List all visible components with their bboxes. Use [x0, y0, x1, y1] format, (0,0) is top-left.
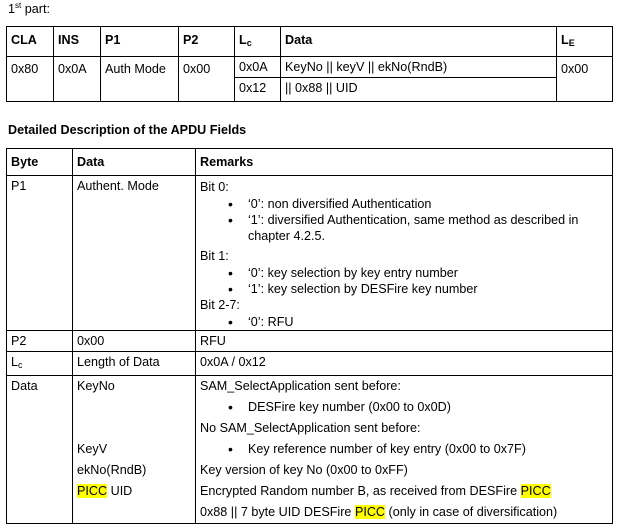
- description-table: [6, 148, 613, 524]
- p2-remarks: RFU: [196, 331, 613, 352]
- bit1-label: Bit 1:: [200, 249, 229, 263]
- lc-data: Length of Data: [73, 352, 196, 376]
- data-remarks: [196, 376, 613, 524]
- keyno-line-2: No SAM_SelectApplication sent before:: [200, 421, 421, 435]
- section-title: Detailed Description of the APDU Fields: [8, 123, 247, 137]
- lc-value-1: 0x0A: [239, 60, 268, 74]
- p1-data: Authent. Mode: [73, 176, 196, 331]
- p1-remarks: [196, 176, 613, 331]
- header-lc: $L_c$: [235, 27, 281, 57]
- field-keyno: KeyNo: [77, 379, 115, 393]
- keyno-list-1: [200, 397, 610, 418]
- bit0-label: Bit 0:: [200, 180, 229, 194]
- data-value: [281, 57, 557, 102]
- header-data: Data: [281, 27, 557, 57]
- data-value-1: KeyNo || keyV || ekNo(RndB): [285, 60, 448, 74]
- keyv-remarks: Key version of key No (0x00 to 0xFF): [200, 463, 408, 477]
- keyno-list-2: [200, 439, 610, 460]
- desc-row-p1: [7, 176, 613, 331]
- ins-value: 0x0A: [54, 57, 101, 102]
- apdu-value-row: [7, 57, 613, 102]
- p2-value: 0x00: [179, 57, 235, 102]
- part-label: 1st part:: [8, 1, 50, 16]
- field-keyv: KeyV: [77, 442, 108, 456]
- field-uid: PICC UID: [77, 484, 133, 498]
- bit27-item-0: • ‘0’: RFU: [200, 314, 610, 330]
- desc-row-data: [7, 376, 613, 524]
- bit27-list: [200, 314, 610, 330]
- bit0-item-1: • ‘1’: diversified Authentication, same method as described in chapter 4.2.5.: [200, 212, 610, 244]
- lc-value-2: 0x12: [235, 77, 280, 98]
- header-data: Data: [73, 149, 196, 176]
- bit1-list: [200, 265, 610, 297]
- desc-row-lc: [7, 352, 613, 376]
- bit27-label: Bit 2-7:: [200, 298, 240, 312]
- uid-remarks: 0x88 || 7 byte UID DESFire PICC (only in case of diversification): [200, 505, 558, 519]
- cla-value: 0x80: [7, 57, 54, 102]
- bit0-list: [200, 196, 610, 244]
- header-remarks: Remarks: [196, 149, 613, 176]
- bit1-item-0: • ‘0’: key selection by key entry number: [200, 265, 610, 281]
- data-byte: Data: [7, 376, 73, 524]
- keyno-item-1: • DESFire key number (0x00 to 0x0D): [200, 397, 610, 418]
- desc-header-row: [7, 149, 613, 176]
- p2-data: 0x00: [73, 331, 196, 352]
- header-byte: Byte: [7, 149, 73, 176]
- keyno-item-2: • Key reference number of key entry (0x00 to 0x7F): [200, 439, 610, 460]
- header-cla: CLA: [7, 27, 54, 57]
- ekno-remarks: Encrypted Random number B, as received from DESFire PICC: [200, 484, 551, 498]
- header-p2: P2: [179, 27, 235, 57]
- desc-row-p2: [7, 331, 613, 352]
- p1-value: Auth Mode: [101, 57, 179, 102]
- lc-value: [235, 57, 281, 102]
- bit1-item-1: • ‘1’: key selection by DESFire key number: [200, 281, 610, 297]
- field-ekno: ekNo(RndB): [77, 463, 147, 477]
- le-value: 0x00: [557, 57, 613, 102]
- apdu-header-row: [7, 27, 613, 57]
- header-p1: P1: [101, 27, 179, 57]
- p1-byte: P1: [7, 176, 73, 331]
- lc-byte: $L_c$: [7, 352, 73, 376]
- header-le: $L_E$: [557, 27, 613, 57]
- data-fields: [73, 376, 196, 524]
- p2-byte: P2: [7, 331, 73, 352]
- apdu-table: [6, 26, 613, 102]
- header-ins: INS: [54, 27, 101, 57]
- data-value-2: || 0x88 || UID: [281, 77, 556, 98]
- bit0-item-0: • ‘0’: non diversified Authentication: [200, 196, 610, 212]
- keyno-line-1: SAM_SelectApplication sent before:: [200, 379, 401, 393]
- lc-remarks: 0x0A / 0x12: [196, 352, 613, 376]
